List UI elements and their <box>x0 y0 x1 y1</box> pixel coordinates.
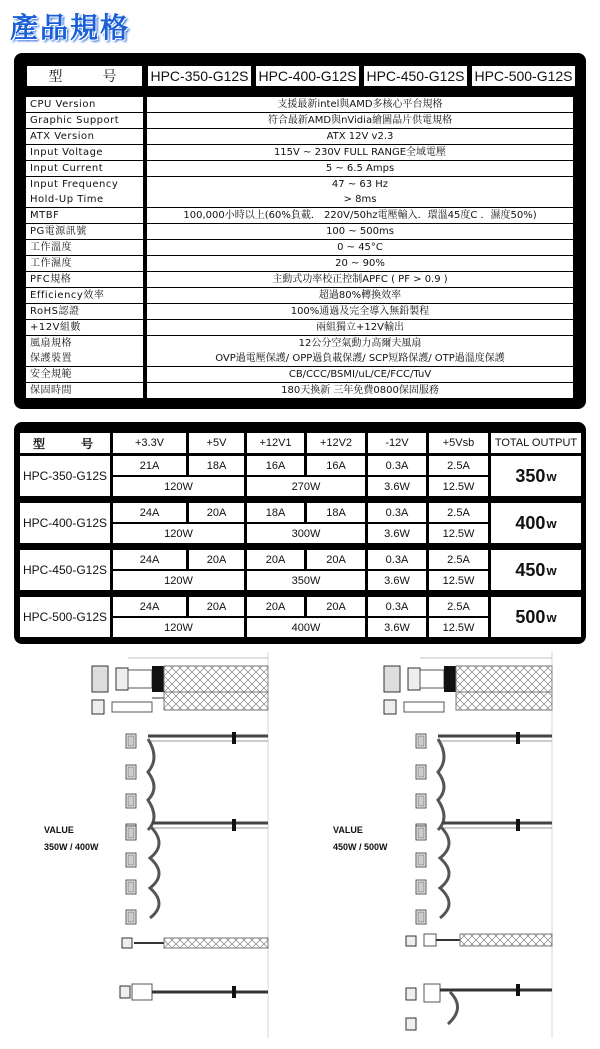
output-header-label: 型 号 <box>20 433 110 453</box>
output-header-column: +12V1 <box>247 433 304 453</box>
output-row-model: HPC-500-G12S <box>20 597 110 637</box>
output-row-total-unit: w <box>546 609 557 625</box>
output-row-amp: 24A <box>113 550 186 569</box>
spec-row-label: 風扇規格 <box>26 336 143 351</box>
spec-row-value: 0 ~ 45°C <box>147 240 573 255</box>
spec-header-model: HPC-400-G12S <box>255 65 360 87</box>
spec-row-value: 5 ~ 6.5 Amps <box>147 161 573 176</box>
spec-row-label: 工作溫度 <box>26 240 143 255</box>
output-row-watt: 3.6W <box>368 571 426 590</box>
cable-diagram-value-label: VALUE <box>44 825 74 835</box>
output-row-total-value: 400 <box>515 512 546 533</box>
output-row-watt: 3.6W <box>368 524 426 543</box>
spec-header-label: 型 号 <box>26 65 143 87</box>
output-row-model: HPC-400-G12S <box>20 503 110 543</box>
output-row-total <box>491 503 581 543</box>
spec-row-label: +12V組數 <box>26 320 143 335</box>
output-header-column: -12V <box>368 433 426 453</box>
output-row-amp: 20A <box>189 503 244 522</box>
spec-row-value: 20 ~ 90% <box>147 256 573 271</box>
output-header-column: +12V2 <box>307 433 365 453</box>
output-row-watt: 3.6W <box>368 618 426 637</box>
output-row-amp: 0.3A <box>368 456 426 475</box>
output-row-model: HPC-450-G12S <box>20 550 110 590</box>
output-row-total-value: 350 <box>515 465 546 486</box>
output-row-watt: 12.5W <box>429 618 488 637</box>
output-row-amp: 18A <box>247 503 304 522</box>
output-header-column: TOTAL OUTPUT <box>491 433 581 453</box>
output-header-column: +5V <box>189 433 244 453</box>
cable-diagram-models-label: 350W / 400W <box>44 842 99 852</box>
output-row-model: HPC-350-G12S <box>20 456 110 496</box>
output-row-amp: 0.3A <box>368 503 426 522</box>
output-row-amp: 2.5A <box>429 503 488 522</box>
output-row-amp: 24A <box>113 503 186 522</box>
output-row-total <box>491 550 581 590</box>
spec-row-label: Hold-Up Time <box>26 192 143 207</box>
output-row-watt: 120W <box>113 618 244 637</box>
spec-row-value: ATX 12V v2.3 <box>147 129 573 144</box>
output-header-column: +5Vsb <box>429 433 488 453</box>
spec-row-label: 安全規範 <box>26 367 143 382</box>
spec-header-model: HPC-350-G12S <box>147 65 252 87</box>
output-row-total-unit: w <box>546 468 557 484</box>
output-row-amp: 20A <box>247 597 304 616</box>
spec-row-label: 保固時間 <box>26 383 143 398</box>
spec-row-label: ATX Version <box>26 129 143 144</box>
output-row-amp: 2.5A <box>429 456 488 475</box>
spec-row-label: CPU Version <box>26 97 143 112</box>
cable-diagram-right <box>384 652 552 1038</box>
output-row-amp: 16A <box>247 456 304 475</box>
spec-row-label: MTBF <box>26 208 143 223</box>
spec-row-label: Input Frequency <box>26 177 143 192</box>
cable-diagram-value-label: VALUE <box>333 825 363 835</box>
spec-row-label: Graphic Support <box>26 113 143 128</box>
output-row-watt: 120W <box>113 477 244 496</box>
spec-row-value: 100%通過及完全導入無鉛製程 <box>147 304 573 319</box>
cable-diagram-models-label: 450W / 500W <box>333 842 388 852</box>
spec-row-value: 115V ~ 230V FULL RANGE全域電壓 <box>147 145 573 160</box>
output-row-total <box>491 456 581 496</box>
spec-row-label: 保護裝置 <box>26 351 143 366</box>
spec-row-value: 超過80%轉換效率 <box>147 288 573 303</box>
output-row-watt: 12.5W <box>429 524 488 543</box>
output-row-watt: 270W <box>247 477 365 496</box>
output-row-watt: 12.5W <box>429 477 488 496</box>
spec-row-label: RoHS認證 <box>26 304 143 319</box>
spec-row-label: 工作濕度 <box>26 256 143 271</box>
output-row-amp: 20A <box>247 550 304 569</box>
output-row-watt: 120W <box>113 571 244 590</box>
output-row-total-value: 450 <box>515 559 546 580</box>
output-row-watt: 12.5W <box>429 571 488 590</box>
page-title: 產品規格 <box>10 11 131 44</box>
output-row-amp: 18A <box>189 456 244 475</box>
cable-diagram-left <box>92 652 268 1038</box>
spec-row-label: Input Voltage <box>26 145 143 160</box>
output-row-amp: 2.5A <box>429 550 488 569</box>
output-row-total-value: 500 <box>515 606 546 627</box>
output-row-watt: 300W <box>247 524 365 543</box>
spec-row-value: 180天換新 三年免費0800保固服務 <box>147 383 573 398</box>
spec-row-value: OVP過電壓保護/ OPP過負載保護/ SCP短路保護/ OTP過溫度保護 <box>147 351 573 366</box>
output-row-amp: 16A <box>307 456 365 475</box>
spec-row-value: 12公分空氣動力高爾夫風扇 <box>147 336 573 351</box>
spec-row-value: CB/CCC/BSMI/uL/CE/FCC/TuV <box>147 367 573 382</box>
spec-header-model: HPC-450-G12S <box>363 65 468 87</box>
output-row-total-unit: w <box>546 562 557 578</box>
spec-row-label: PG電源訊號 <box>26 224 143 239</box>
output-table <box>14 422 586 644</box>
output-row-total-unit: w <box>546 515 557 531</box>
output-row-amp: 18A <box>307 503 365 522</box>
spec-row-value: 符合最新AMD與nVidia繪圖晶片供電規格 <box>147 113 573 128</box>
spec-header-model: HPC-500-G12S <box>471 65 576 87</box>
spec-row-value: 100 ~ 500ms <box>147 224 573 239</box>
spec-row-value: 47 ~ 63 Hz <box>147 177 573 192</box>
spec-row-label: Input Current <box>26 161 143 176</box>
output-row-amp: 0.3A <box>368 550 426 569</box>
spec-row-value: 100,000小時以上(60%負載． 220V/50hz電壓輸入．環溫45度C ．濕度50%) <box>147 208 573 223</box>
spec-row-value: > 8ms <box>147 192 573 207</box>
spec-table <box>14 53 586 409</box>
output-row-total <box>491 597 581 637</box>
output-row-amp: 21A <box>113 456 186 475</box>
output-header-column: +3.3V <box>113 433 186 453</box>
output-row-amp: 20A <box>307 550 365 569</box>
output-row-watt: 3.6W <box>368 477 426 496</box>
output-row-amp: 20A <box>189 597 244 616</box>
spec-row-value: 主動式功率校正控制APFC ( PF > 0.9 ) <box>147 272 573 287</box>
spec-row-label: PFC規格 <box>26 272 143 287</box>
output-row-amp: 24A <box>113 597 186 616</box>
output-row-amp: 20A <box>307 597 365 616</box>
spec-row-value: 支援最新intel與AMD多核心平台規格 <box>147 97 573 112</box>
output-row-amp: 2.5A <box>429 597 488 616</box>
output-row-amp: 0.3A <box>368 597 426 616</box>
output-row-watt: 350W <box>247 571 365 590</box>
spec-row-label: Efficiency效率 <box>26 288 143 303</box>
output-row-watt: 120W <box>113 524 244 543</box>
output-row-amp: 20A <box>189 550 244 569</box>
spec-row-value: 兩組獨立+12V輸出 <box>147 320 573 335</box>
output-row-watt: 400W <box>247 618 365 637</box>
